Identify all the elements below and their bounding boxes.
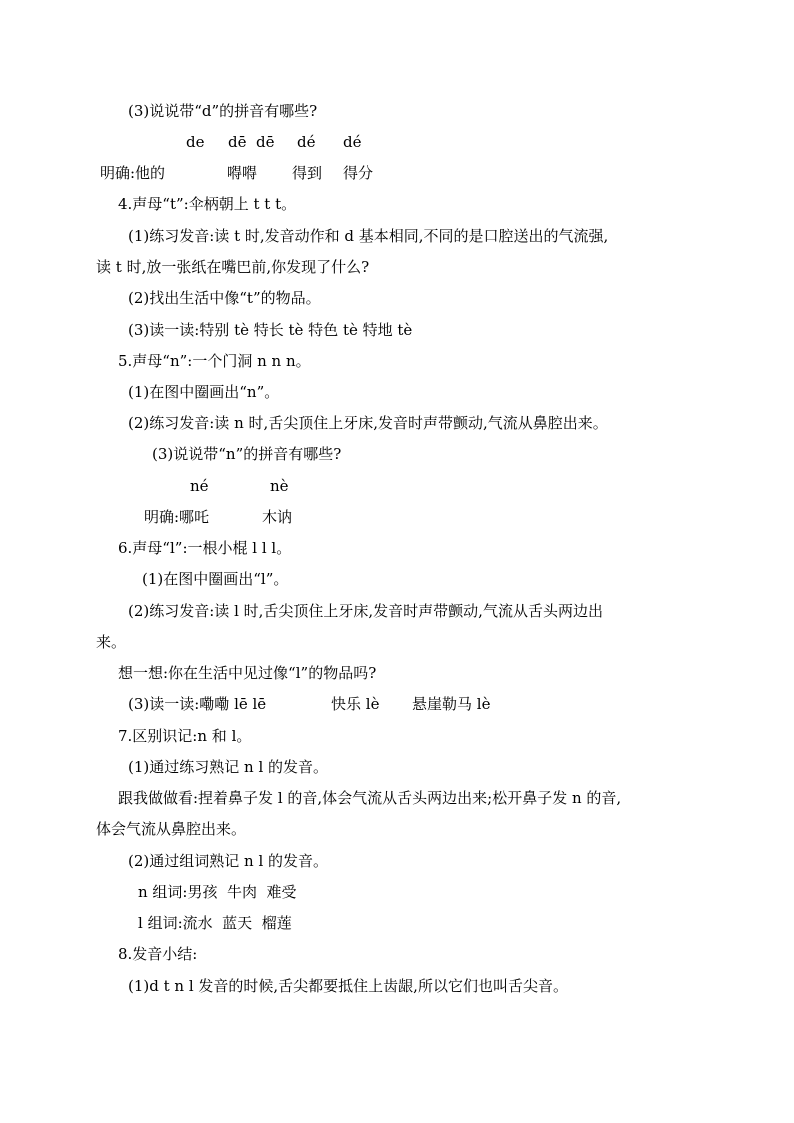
- reading-item: (3)读一读:嘞嘞 lē lē: [128, 695, 267, 713]
- answer-word: 明确:他的: [100, 164, 166, 182]
- word-group-l: l 组词:流水 蓝天 榴莲: [138, 914, 292, 932]
- paragraph-line: (2)通过组词熟记 n l 的发音。: [128, 852, 329, 870]
- paragraph-line: (2)找出生活中像“t”的物品。: [128, 289, 321, 307]
- pinyin: dé: [343, 133, 362, 151]
- paragraph-line: (2)练习发音:读 n 时,舌尖顶住上牙床,发音时声带颤动,气流从鼻腔出来。: [128, 414, 608, 432]
- pinyin-row-n: [0, 476, 794, 496]
- paragraph-line: (1)练习发音:读 t 时,发音动作和 d 基本相同,不同的是口腔送出的气流强,: [128, 227, 609, 245]
- answer-word: 嘚嘚: [227, 164, 258, 182]
- section-heading-nl: 7.区别识记:n 和 l。: [118, 727, 252, 745]
- section-heading-l: 6.声母“l”:一根小棍 l l l。: [118, 539, 292, 557]
- paragraph-line: 跟我做做看:捏着鼻子发 l 的音,体会气流从舌头两边出来;松开鼻子发 n 的音,: [118, 789, 622, 807]
- reading-item: 悬崖勒马 lè: [412, 695, 491, 713]
- section-heading-t: 4.声母“t”:伞柄朝上 t t t。: [118, 195, 297, 213]
- pinyin: nè: [270, 477, 289, 495]
- answer-row-n: [0, 507, 794, 527]
- question-d-pinyin: (3)说说带“d”的拼音有哪些?: [128, 102, 318, 120]
- pinyin-row-d: [0, 132, 794, 152]
- pinyin: de: [186, 133, 205, 151]
- answer-word: 得分: [343, 164, 374, 182]
- reading-item: 快乐 lè: [331, 695, 380, 713]
- reading-row-l: [0, 694, 794, 714]
- section-heading-summary: 8.发音小结:: [118, 945, 198, 963]
- paragraph-line: (2)练习发音:读 l 时,舌尖顶住上牙床,发音时声带颤动,气流从舌头两边出: [128, 602, 603, 620]
- paragraph-line: (3)读一读:特别 tè 特长 tè 特色 tè 特地 tè: [128, 321, 413, 339]
- section-heading-n: 5.声母“n”:一个门洞 n n n。: [118, 352, 311, 370]
- paragraph-line: (1)在图中圈画出“l”。: [142, 570, 289, 588]
- paragraph-line: 读 t 时,放一张纸在嘴巴前,你发现了什么?: [96, 258, 370, 276]
- paragraph-line: (1)在图中圈画出“n”。: [128, 383, 280, 401]
- paragraph-line: 来。: [96, 633, 127, 651]
- paragraph-line: (1)d t n l 发音的时候,舌尖都要抵住上齿龈,所以它们也叫舌尖音。: [128, 977, 568, 995]
- pinyin: dē dē: [228, 133, 275, 151]
- paragraph-line: 想一想:你在生活中见过像“l”的物品吗?: [118, 664, 377, 682]
- paragraph-line: 体会气流从鼻腔出来。: [96, 820, 247, 838]
- answer-word: 得到: [292, 164, 323, 182]
- answer-word: 木讷: [262, 508, 293, 526]
- question-n-pinyin: (3)说说带“n”的拼音有哪些?: [152, 445, 342, 463]
- answer-word: 明确:哪吒: [144, 508, 210, 526]
- pinyin: dé: [297, 133, 316, 151]
- word-group-n: n 组词:男孩 牛肉 难受: [138, 883, 297, 901]
- answer-row-d: [0, 163, 794, 183]
- pinyin: né: [190, 477, 209, 495]
- paragraph-line: (1)通过练习熟记 n l 的发音。: [128, 758, 329, 776]
